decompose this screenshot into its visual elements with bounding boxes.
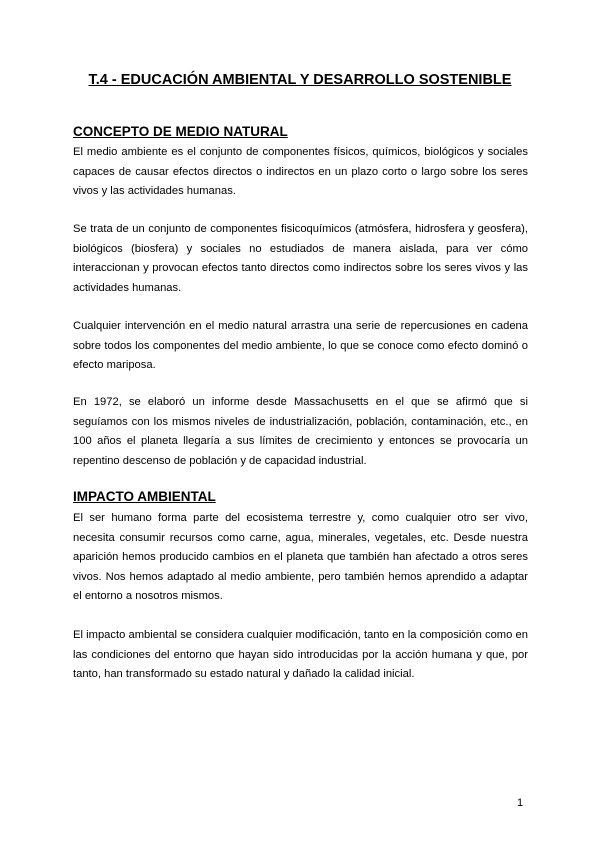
paragraph-informe-1972: En 1972, se elaboró un informe desde Massachusetts en el que se afirmó que si seguíamos con los mismos niveles de industrialización, población, contaminación, etc., en 100 años el planeta llegaría a sus límites de crecimiento y entonces se provocaría un repentino descenso de población y de capacidad industrial. — [73, 396, 528, 467]
page-number: 1 — [517, 797, 524, 809]
paragraph-impacto-ambiental-definicion: El impacto ambiental se considera cualquier modificación, tanto en la composición como en las condiciones del entorno que hayan sido introducidas por la acción humana y que, por tanto, han transformado su estado natural y dañado la calidad inicial. — [73, 629, 528, 680]
section-heading-impacto-ambiental: IMPACTO AMBIENTAL — [73, 489, 216, 504]
paragraph-efecto-domino: Cualquier intervención en el medio natural arrastra una serie de repercusiones en cadena sobre todos los componentes del medio ambiente, lo que se conoce como efecto dominó o efecto mariposa. — [73, 320, 528, 371]
document-title: T.4 - EDUCACIÓN AMBIENTAL Y DESARROLLO SOSTENIBLE — [88, 72, 512, 88]
paragraph-componentes-fisicoquimicos: Se trata de un conjunto de componentes fisicoquímicos (atmósfera, hidrosfera y geosfera), biológicos (biosfera) y sociales no estudiados de manera aislada, para ver cómo interaccionan y provocan efectos tanto directos como indirectos sobre los seres vivos y las actividades humanas. — [73, 223, 528, 294]
paragraph-medio-ambiente-definicion: El medio ambiente es el conjunto de componentes físicos, químicos, biológicos y sociales capaces de causar efectos directos o indirectos en un plazo corto o largo sobre los seres vivos y las actividades humanas. — [73, 146, 528, 197]
section-heading-concepto-medio-natural: CONCEPTO DE MEDIO NATURAL — [73, 124, 288, 139]
paragraph-ser-humano-ecosistema: El ser humano forma parte del ecosistema terrestre y, como cualquier otro ser vivo, necesita consumir recursos como carne, agua, minerales, vegetales, etc. Desde nuestra aparición hemos producido cambios en el planeta que también han afectado a otros seres vivos. Nos hemos adaptado al medio ambiente, pero también hemos aprendido a adaptar el entorno a nosotros mismos. — [73, 512, 528, 602]
